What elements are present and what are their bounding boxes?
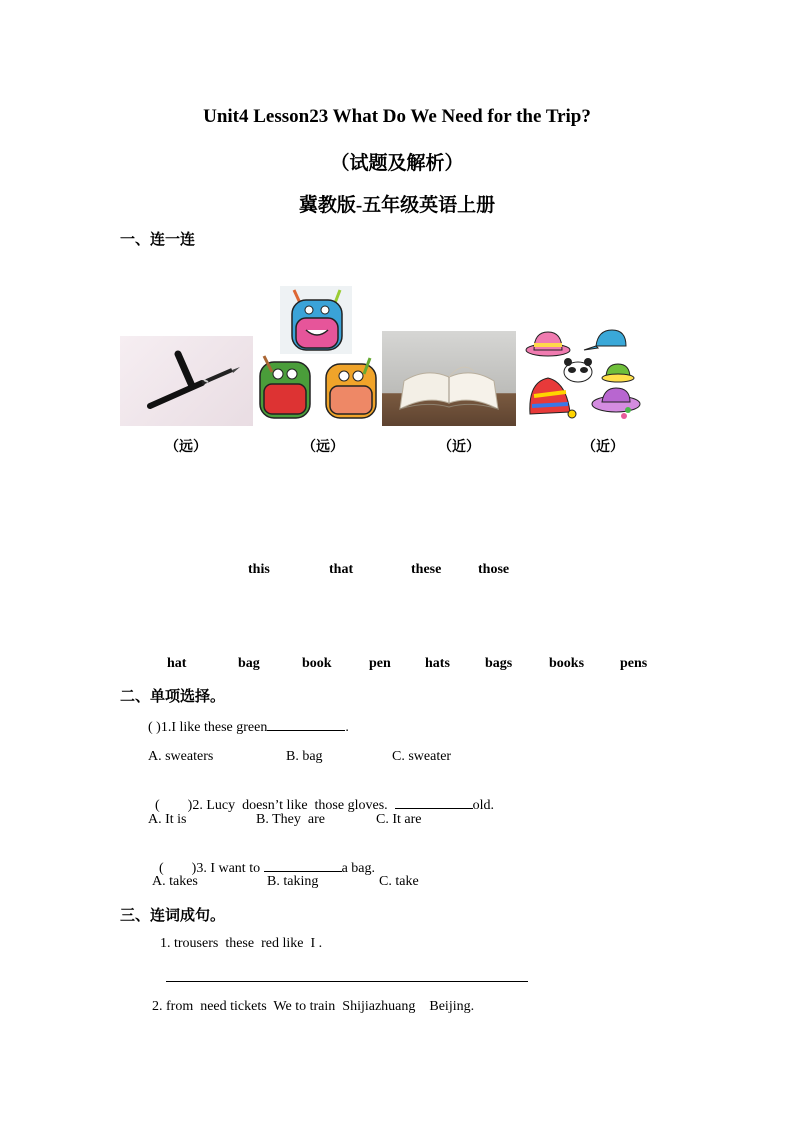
noun-hats: hats [425, 656, 450, 671]
noun-bags: bags [485, 656, 513, 671]
q1-option-a: A. sweaters [148, 749, 214, 764]
question-1 [148, 718, 349, 736]
noun-pen: pen [369, 656, 391, 671]
answer-blank-1[interactable] [267, 718, 345, 731]
determiner-those: those [478, 562, 510, 577]
q1-option-c: C. sweater [392, 749, 452, 764]
book-image [382, 331, 516, 426]
determiner-these: these [411, 562, 442, 577]
q2-option-c: C. It are [376, 812, 422, 827]
question-2-stem: ( )2. Lucy doesn’t like those gloves. [155, 798, 395, 813]
schoolbags-icon [254, 286, 382, 426]
sentence-item-1: 1. trousers these red like I . [160, 936, 323, 951]
answer-blank-3[interactable] [264, 859, 342, 872]
noun-hat: hat [167, 656, 187, 671]
schoolbags-image [254, 286, 382, 426]
q3-option-a: A. takes [152, 874, 198, 889]
pen-icon [120, 336, 253, 426]
question-3 [152, 843, 375, 877]
q2-option-a: A. It is [148, 812, 187, 827]
page-title: Unit4 Lesson23 What Do We Need for the Trip? [203, 106, 591, 127]
question-1-stem: ( )1.I like these green [148, 720, 268, 735]
section3-heading: 三、连词成句。 [120, 908, 226, 924]
schoolbags-distance-note: （远） [302, 440, 344, 455]
hats-icon [520, 326, 642, 426]
hats-image [520, 326, 642, 426]
question-1-end: . [345, 720, 349, 735]
determiner-that: that [329, 562, 354, 577]
q3-option-c: C. take [379, 874, 419, 889]
page-subtitle: （试题及解析） [330, 153, 464, 174]
q3-option-b: B. taking [267, 874, 319, 889]
q1-option-b: B. bag [286, 749, 323, 764]
question-3-end: a bag. [341, 861, 376, 876]
edition-title: 冀教版-五年级英语上册 [298, 195, 496, 216]
noun-pens: pens [620, 656, 648, 671]
question-3-stem: ( )3. I want to [159, 861, 264, 876]
noun-book: book [302, 656, 332, 671]
sentence-item-2: 2. from need tickets We to train Shijiazhuang Beijing. [152, 999, 475, 1014]
question-2-end: old. [472, 798, 495, 813]
section1-heading: 一、连一连 [120, 232, 196, 248]
noun-books: books [549, 656, 585, 671]
answer-line-1[interactable] [166, 981, 528, 982]
section2-heading: 二、单项选择。 [120, 689, 226, 705]
noun-bag: bag [238, 656, 260, 671]
pen-image [120, 336, 253, 426]
q2-option-b: B. They are [256, 812, 325, 827]
book-icon [382, 331, 516, 426]
hats-distance-note: （近） [582, 440, 624, 455]
determiner-this: this [248, 562, 270, 577]
book-distance-note: （近） [438, 440, 480, 455]
pen-distance-note: （远） [165, 440, 207, 455]
answer-blank-2[interactable] [395, 796, 473, 809]
question-2 [148, 780, 494, 814]
